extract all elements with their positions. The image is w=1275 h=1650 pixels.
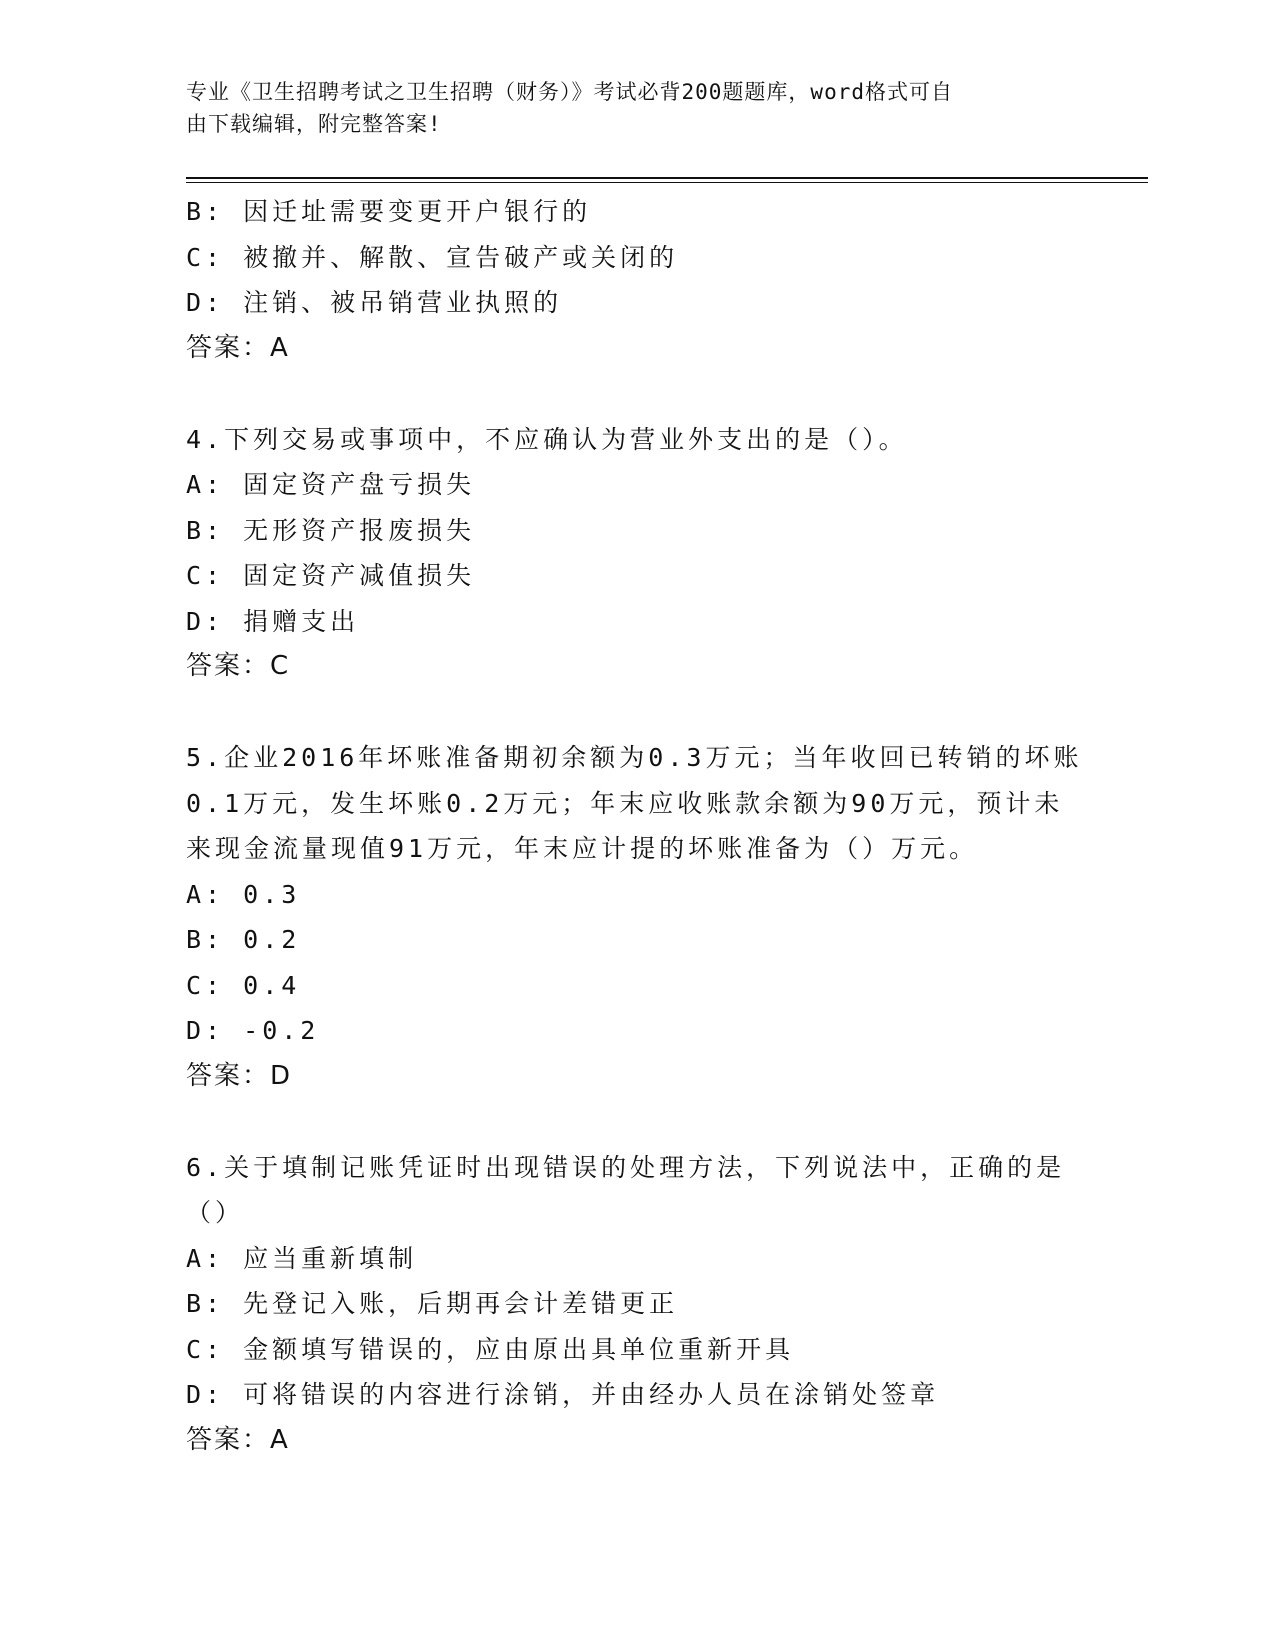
option-c: C: 固定资产减值损失 bbox=[186, 561, 476, 590]
spacer bbox=[186, 690, 1086, 736]
option-d: D: 捐赠支出 bbox=[186, 606, 360, 636]
answer: 答案：A bbox=[186, 332, 290, 363]
document-header bbox=[186, 76, 1066, 140]
question-4-block bbox=[186, 417, 1086, 690]
option-d: D: 注销、被吊销营业执照的 bbox=[186, 288, 563, 317]
spacer bbox=[186, 371, 1086, 417]
option-c: C: 金额填写错误的，应由原出具单位重新开具 bbox=[186, 1334, 795, 1364]
option-a: A: 0.3 bbox=[186, 879, 301, 909]
option-d: D: 可将错误的内容进行涂销，并由经办人员在涂销处签章 bbox=[186, 1380, 940, 1409]
option-c: C: 0.4 bbox=[186, 970, 301, 1000]
option-b: B: 0.2 bbox=[186, 925, 301, 954]
option-a: A: 应当重新填制 bbox=[186, 1243, 418, 1273]
question-3-block bbox=[186, 189, 1086, 371]
question-text-line-1: 5.企业2016年坏账准备期初余额为0.3万元；当年收回已转销的坏账 bbox=[186, 743, 1083, 772]
question-list bbox=[186, 189, 1086, 1463]
option-c: C: 被撤并、解散、宣告破产或关闭的 bbox=[186, 242, 679, 272]
question-6-block bbox=[186, 1145, 1086, 1464]
option-d: D: -0.2 bbox=[186, 1016, 320, 1045]
spacer bbox=[186, 1099, 1086, 1145]
header-line-2: 由下载编辑，附完整答案! bbox=[186, 112, 442, 136]
question-text-line-3: 来现金流量现值91万元，年末应计提的坏账准备为（）万元。 bbox=[186, 834, 979, 863]
question-text: 4.下列交易或事项中，不应确认为营业外支出的是（）。 bbox=[186, 424, 908, 454]
question-text-line-2: 0.1万元，发生坏账0.2万元；年末应收账款余额为90万元，预计未 bbox=[186, 788, 1064, 818]
question-text-line-2: （） bbox=[186, 1198, 245, 1227]
header-divider-thin bbox=[186, 182, 1148, 183]
question-5-block bbox=[186, 735, 1086, 1099]
header-line-1: 专业《卫生招聘考试之卫生招聘（财务）》考试必背200题题库，word格式可自 bbox=[186, 80, 953, 104]
option-b: B: 因迁址需要变更开户银行的 bbox=[186, 197, 592, 226]
option-a: A: 固定资产盘亏损失 bbox=[186, 470, 476, 499]
question-text-line-1: 6.关于填制记账凭证时出现错误的处理方法，下列说法中，正确的是 bbox=[186, 1152, 1066, 1182]
answer: 答案：D bbox=[186, 1060, 293, 1091]
option-b: B: 先登记入账，后期再会计差错更正 bbox=[186, 1289, 679, 1318]
option-b: B: 无形资产报废损失 bbox=[186, 515, 476, 545]
header-divider-thick bbox=[186, 177, 1148, 179]
answer: 答案：C bbox=[186, 651, 291, 681]
answer: 答案：A bbox=[186, 1424, 290, 1455]
